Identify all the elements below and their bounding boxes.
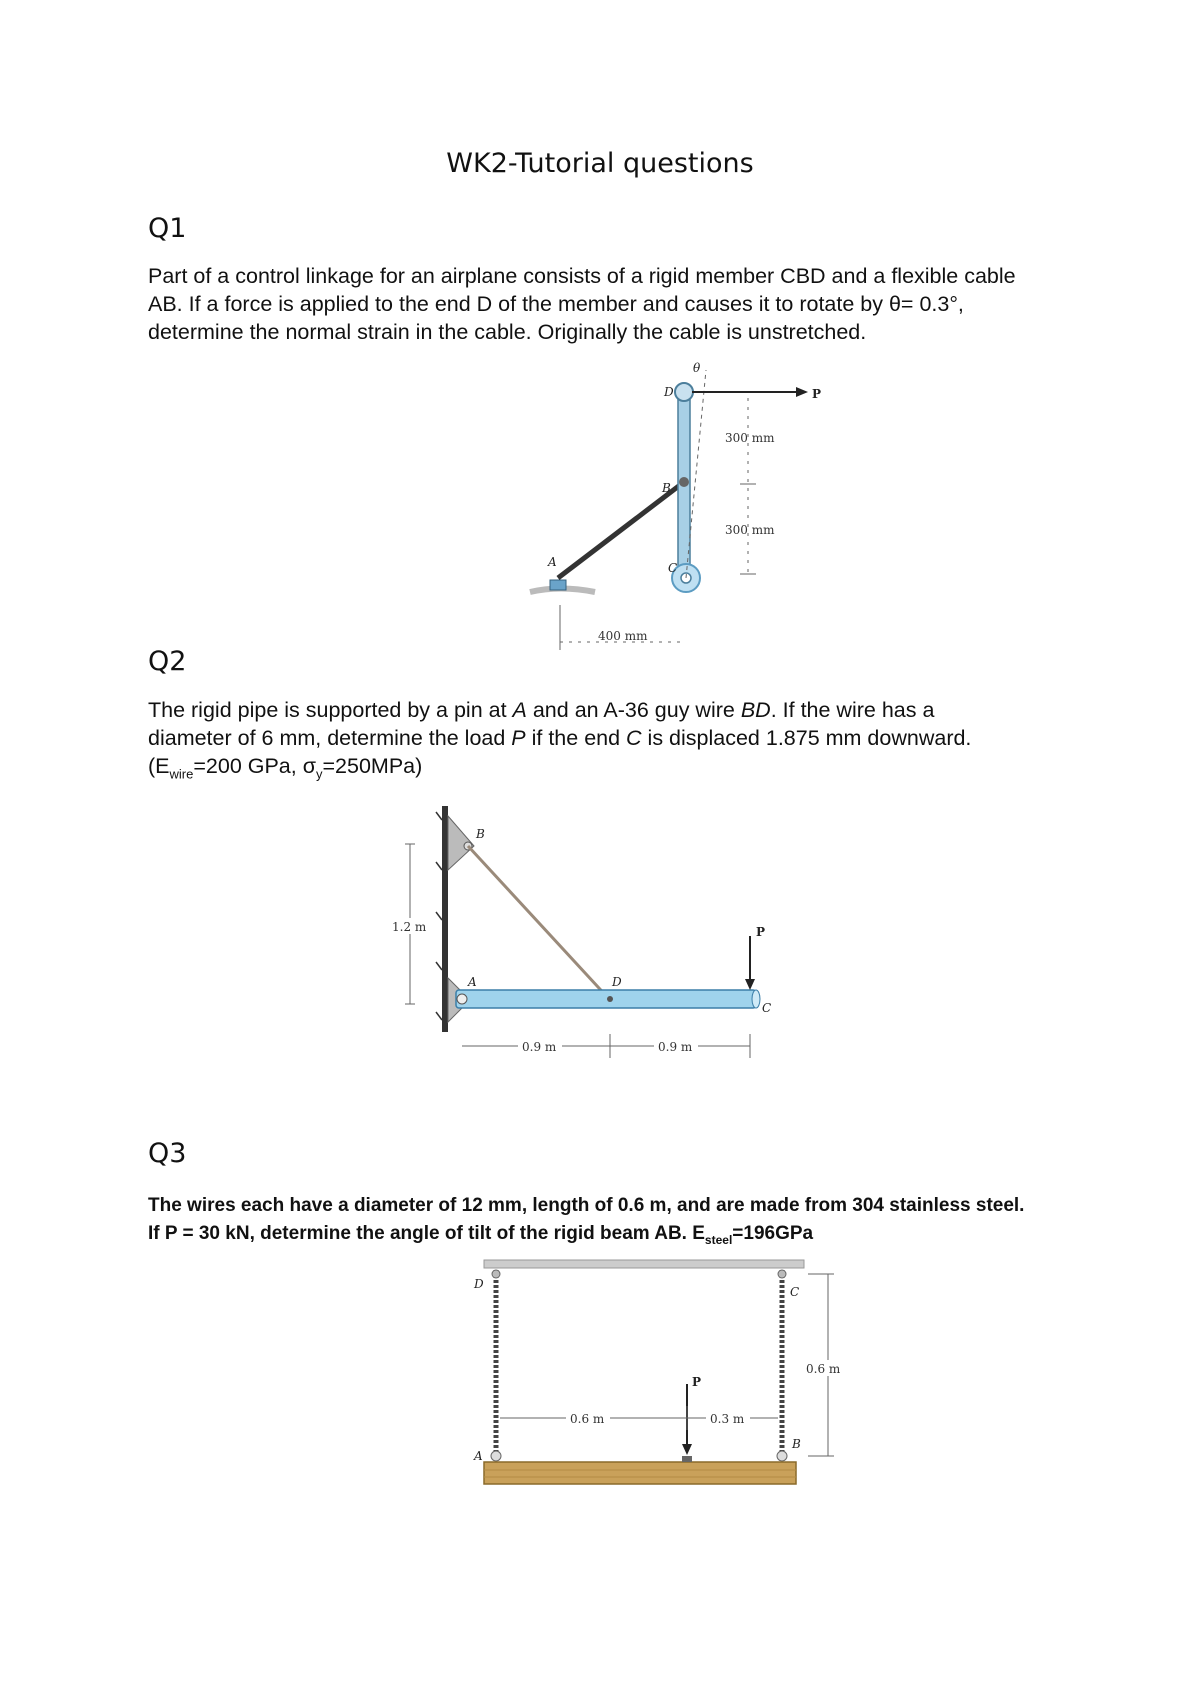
q1-figure (530, 361, 821, 650)
q1-angle-label: θ (693, 361, 701, 375)
q1-heading: Q1 (148, 213, 187, 244)
q1-line-1: Part of a control linkage for an airplane consists of a rigid member CBD and a flexible cable (148, 264, 1016, 288)
q3-label-c: C (790, 1285, 800, 1299)
q3-text (148, 1192, 1108, 1254)
q1-label-b: B (662, 481, 671, 495)
q2-figure (388, 806, 771, 1058)
q2-wall (442, 806, 448, 1032)
q3-label-b: B (792, 1437, 801, 1451)
q2-label-b: B (476, 827, 485, 841)
q1-line-2: AB. If a force is applied to the end D of the member and causes it to rotate by θ= 0.3°, (148, 292, 964, 316)
q1-pin-support-a (550, 580, 566, 590)
q3-label-a: A (474, 1449, 483, 1463)
page-title: WK2-Tutorial questions (446, 148, 754, 179)
q3-dim-height: 0.6 m (806, 1362, 841, 1376)
q1-pin-b (679, 477, 689, 487)
q2-label-a: A (468, 975, 477, 989)
q2-label-d: D (612, 975, 622, 989)
q1-label-d: D (664, 385, 674, 399)
q3-label-p: P (692, 1375, 702, 1389)
q1-cable-ab (558, 482, 684, 578)
q1-pin-d (675, 383, 693, 401)
q2-rigid-pipe (456, 990, 756, 1008)
q2-heading: Q2 (148, 646, 187, 677)
q3-dim-right: 0.3 m (710, 1412, 745, 1426)
q3-line-2: If P = 30 kN, determine the angle of tilt of the rigid beam AB. $E_{steel}=196GPa$ (148, 1223, 814, 1247)
q2-pin-a (457, 994, 467, 1004)
q3-ceiling (484, 1260, 804, 1268)
q2-point-d (607, 996, 613, 1002)
q3-line-1: The wires each have a diameter of 12 mm, length of 0.6 m, and are made from 304 stainless steel. (148, 1195, 1025, 1216)
q1-dim-lower: 300 mm (725, 523, 775, 537)
q1-dim-upper: 300 mm (725, 431, 775, 445)
q1-label-p: P (812, 387, 822, 401)
q3-dim-left: 0.6 m (570, 1412, 605, 1426)
q1-label-a: A (548, 555, 557, 569)
q2-label-p: P (756, 925, 766, 939)
q3-heading: Q3 (148, 1138, 187, 1169)
q2-dim-height: 1.2 m (392, 920, 427, 934)
q3-label-d: D (474, 1277, 484, 1291)
q1-line-3: determine the normal strain in the cable. Originally the cable is unstretched. (148, 320, 867, 344)
q2-text: The rigid pipe is supported by a pin at A and an A-36 guy wire BD. If the wire has a diameter of 6 mm, determine the load P if the end C is displaced 1.875 mm downward. ($E_{wire}=200$ GPa, $\sigma_y=250MPa$) (148, 698, 972, 782)
q2-dim-left: 0.9 m (522, 1040, 557, 1054)
q1-label-c: C (668, 561, 678, 575)
q2-label-c: C (762, 1001, 772, 1015)
q2-dim-right: 0.9 m (658, 1040, 693, 1054)
q1-dim-horizontal: 400 mm (598, 629, 648, 643)
q2-guy-wire-bd (468, 846, 610, 1000)
q3-figure (473, 1260, 850, 1484)
q3-rigid-beam-ab (484, 1462, 796, 1484)
